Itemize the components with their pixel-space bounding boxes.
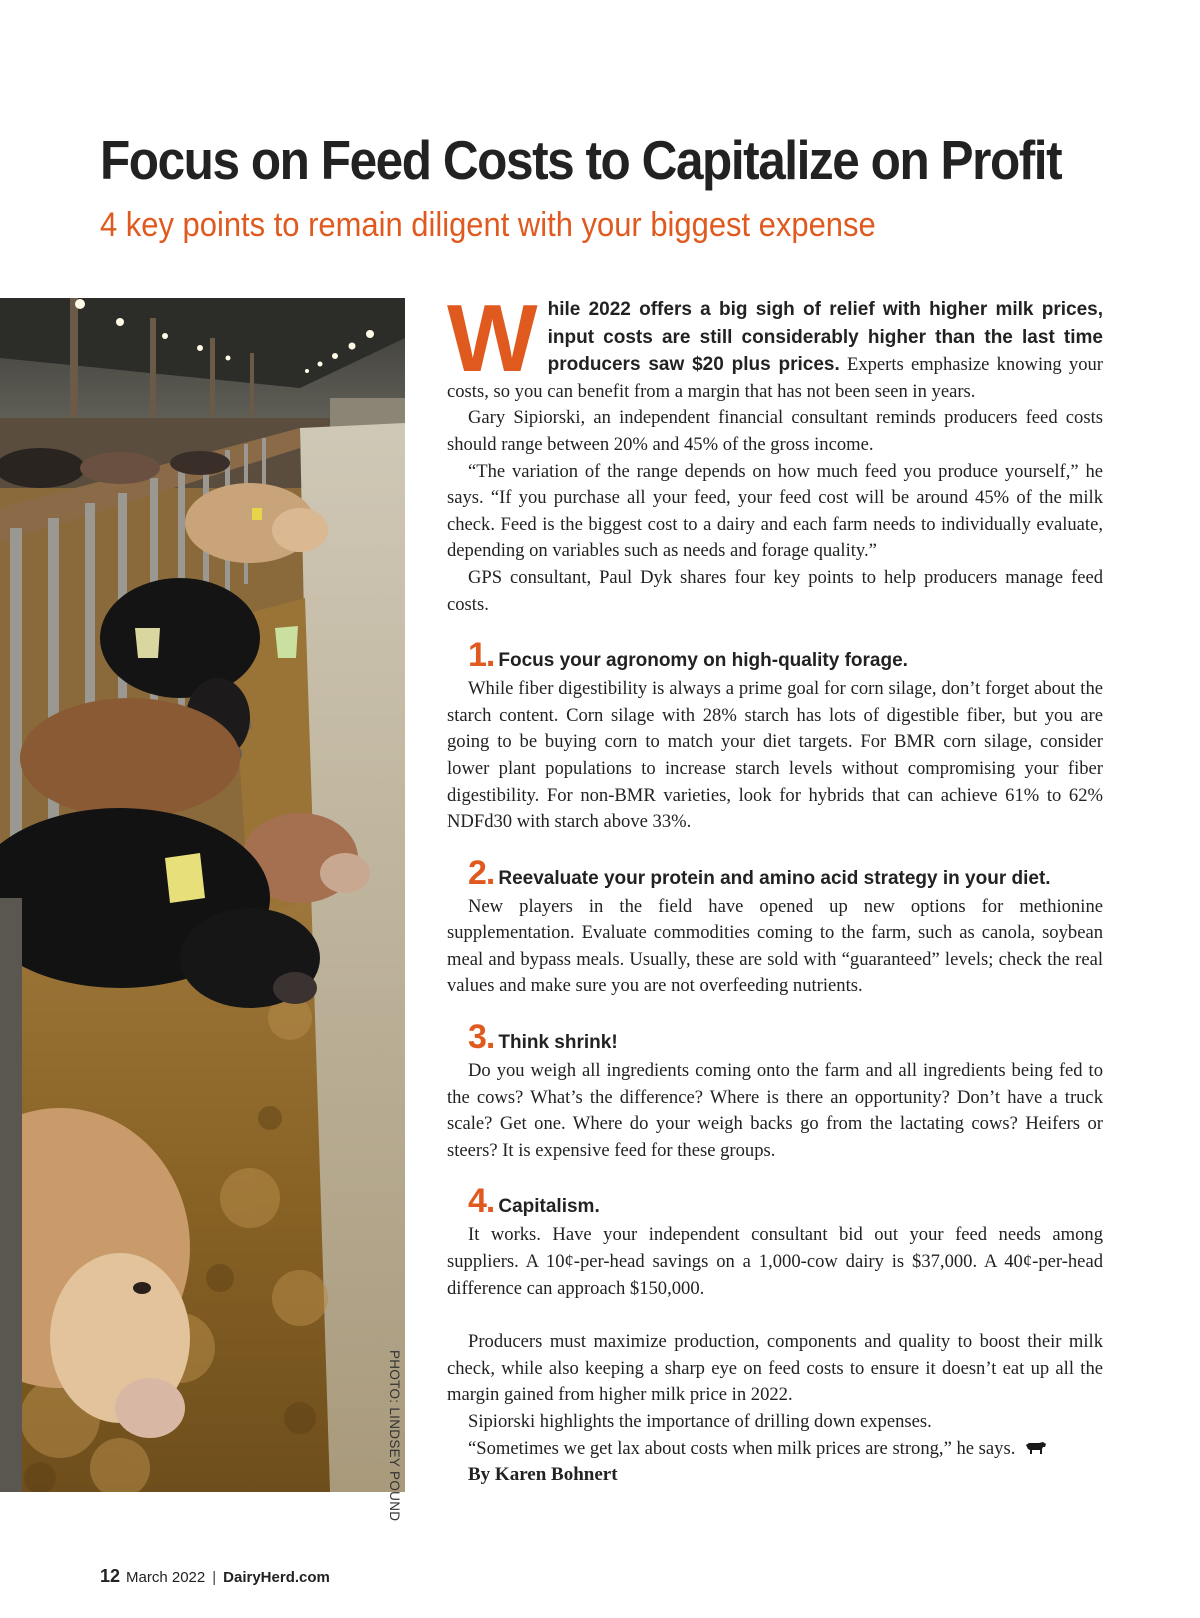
key-point-title: Think shrink! <box>498 1032 618 1054</box>
key-point-4 <box>447 1182 1103 1302</box>
key-point-1 <box>447 636 1103 836</box>
key-point-number: 4. <box>468 1182 495 1221</box>
body-paragraph: “The variation of the range depends on how much feed you produce yourself,” he says. “If you purchase all your feed, your feed cost will be around 45% of the milk check. Feed is the biggest cost to a dairy and each farm needs to individually evaluate, depending on variables such as needs and forage quality.” <box>447 460 1103 562</box>
photo-credit: PHOTO: LINDSEY POUND <box>387 1350 402 1522</box>
closing-paragraph: Sipiorski highlights the importance of drilling down expenses. <box>468 1411 932 1432</box>
key-point-2 <box>447 853 1103 1000</box>
deck-subtitle: 4 key points to remain diligent with your biggest expense <box>100 206 876 244</box>
key-point-title: Reevaluate your protein and amino acid strategy in your diet. <box>498 867 1051 889</box>
drop-cap: W <box>447 285 538 392</box>
lead-paragraph <box>447 285 1103 405</box>
key-point-body: Do you weigh all ingredients coming onto the farm and all ingredients being fed to the cows? What’s the difference? Where is there an opportunity? Don’t have a truck scale? Get one. Where do your weigh backs go from the lactating cows? Heifers or steers? It is expensive feed for these groups. <box>447 1060 1103 1161</box>
key-point-number: 1. <box>468 636 495 675</box>
closing-paragraph: Producers must maximize production, components and quality to boost their milk check, while also keeping a sharp eye on feed costs to ensure it doesn’t eat up all the margin gained from higher milk price in 2022. <box>447 1331 1103 1406</box>
headline: Focus on Feed Costs to Capitalize on Profit <box>100 129 1062 191</box>
key-point-title: Focus your agronomy on high-quality forage. <box>498 650 908 672</box>
key-point-3 <box>447 1018 1103 1164</box>
cows-feeding-photo <box>0 298 405 1522</box>
key-point-heading <box>468 636 1103 676</box>
key-point-number: 3. <box>468 1018 495 1057</box>
footer-separator: | <box>212 1569 217 1586</box>
site-name: DairyHerd.com <box>223 1569 330 1586</box>
closing-quote: “Sometimes we get lax about costs when milk prices are strong,” he says. <box>468 1437 1016 1459</box>
key-point-title: Capitalism. <box>498 1196 600 1218</box>
page-number: 12 <box>100 1566 121 1586</box>
closing-section <box>447 1329 1103 1462</box>
page-footer <box>100 1566 330 1587</box>
body-paragraph: GPS consultant, Paul Dyk shares four key points to help producers manage feed costs. <box>447 566 1103 615</box>
article-body <box>447 285 1103 1489</box>
byline: By Karen Bohnert <box>468 1464 618 1486</box>
lead-bold-text: hile 2022 offers a big sigh of relief with higher milk prices, input costs are still considerably higher than the last time producers saw $20 plus prices. <box>547 299 1103 376</box>
key-point-heading <box>468 1182 1103 1222</box>
key-point-body: It works. Have your independent consultant bid out your feed needs among suppliers. A 10¢-per-head savings on a 1,000-cow dairy is $37,000. A 40¢-per-head difference can approach $150,000. <box>447 1224 1103 1299</box>
closing-paragraph <box>447 1436 1103 1463</box>
key-point-body: New players in the field have opened up new options for methionine supplementation. Evaluate commodities coming to the farm, such as canola, soybean meal and bypass meals. Usually, these are sold with “guaranteed” levels; check the real values and make sure you are not overfeeding nutrients. <box>447 895 1103 997</box>
key-point-number: 2. <box>468 853 495 892</box>
key-point-heading <box>468 1018 1103 1058</box>
key-point-body: While fiber digestibility is always a prime goal for corn silage, don’t forget about the starch content. Corn silage with 28% starch has lots of digestible fiber, but you are going to be buying corn to match your diet targets. For BMR corn silage, consider lower plant populations to increase starch levels without compromising your fiber digestibility. For non-BMR varieties, look for hybrids that can achieve 61% to 62% NDFd30 with starch above 33%. <box>447 678 1103 833</box>
body-paragraph: Gary Sipiorski, an independent financial consultant reminds producers feed costs should range between 20% and 45% of the gross income. <box>447 407 1103 455</box>
cow-icon <box>1025 1440 1047 1455</box>
key-point-heading <box>468 853 1103 894</box>
lead-text: Experts emphasize knowing your costs, so you can benefit from a margin that has not been seen in years. <box>447 354 1103 402</box>
issue-date: March 2022 <box>126 1569 206 1586</box>
